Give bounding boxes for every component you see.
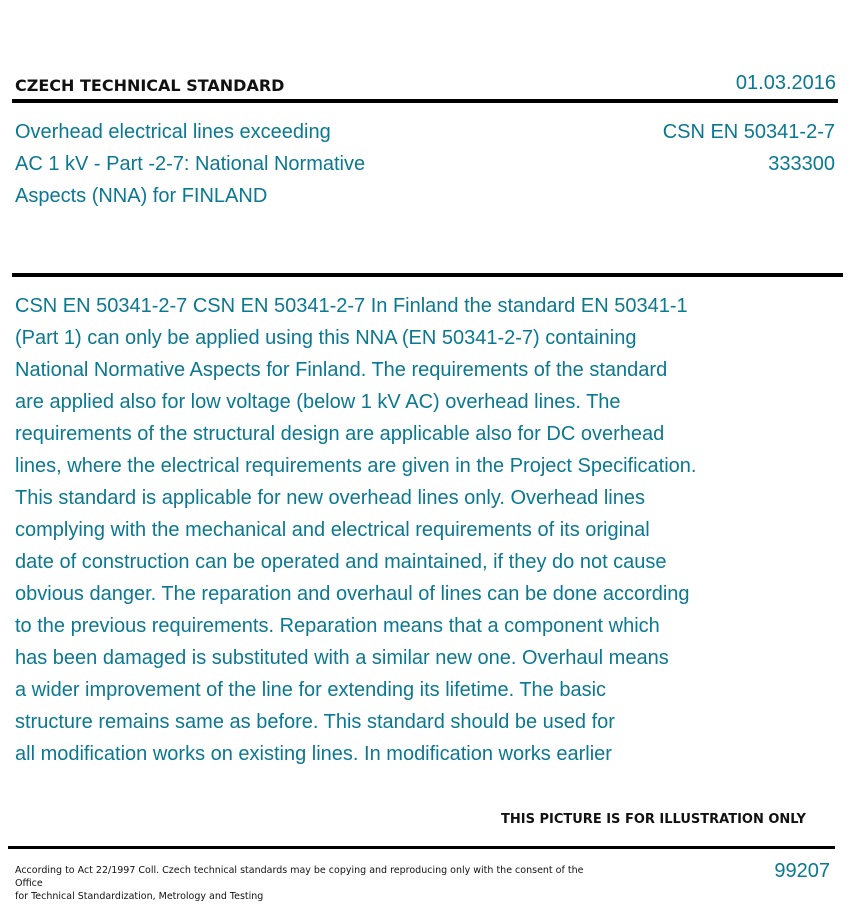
header-title: CZECH TECHNICAL STANDARD bbox=[15, 76, 285, 95]
standard-code: CSN EN 50341-2-7 bbox=[662, 121, 835, 143]
catalog-number: 333300 bbox=[768, 153, 835, 175]
header-date: 01.03.2016 bbox=[735, 72, 836, 94]
standard-title bbox=[15, 116, 435, 212]
middle-rule bbox=[12, 273, 843, 277]
standard-title-line: AC 1 kV - Part -2-7: National Normative bbox=[15, 153, 366, 175]
standard-codes bbox=[663, 116, 835, 180]
standard-title-line: Aspects (NNA) for FINLAND bbox=[15, 185, 268, 207]
illustration-note: THIS PICTURE IS FOR ILLUSTRATION ONLY bbox=[501, 812, 806, 827]
standard-title-line: Overhead electrical lines exceeding bbox=[15, 121, 331, 143]
footer-note bbox=[15, 864, 595, 903]
body-text: CSN EN 50341-2-7 CSN EN 50341-2-7 In Finland the standard EN 50341-1 (Part 1) can only be applied using this NNA (EN 50341-2-7) containing National Normative Aspects for Finland. The requirements of the standard are applied also for low voltage (below 1 kV AC) overhead lines. The requirements of the structural design are applicable also for DC overhead lines, where the electrical requirements are given in the Project Specification. This standard is applicable for new overhead lines only. Overhead lines complying with the mechanical and electrical requirements of its original date of construction can be operated and maintained, if they do not cause obvious danger. The reparation and overhaul of lines can be done according to the previous requirements. Reparation means that a component which has been damaged is substituted with a similar new one. Overhaul means a wider improvement of the line for extending its lifetime. The basic structure remains same as before. This standard should be used for all modification works on existing lines. In modification works earlier bbox=[15, 295, 697, 765]
footer-note-line: According to Act 22/1997 Coll. Czech technical standards may be copying and reproducing only with the consent of the Office bbox=[15, 865, 584, 889]
bottom-rule bbox=[8, 846, 835, 849]
top-rule bbox=[12, 99, 838, 103]
footer-number: 99207 bbox=[774, 860, 830, 882]
footer-note-line: for Technical Standardization, Metrology and Testing bbox=[15, 891, 264, 902]
